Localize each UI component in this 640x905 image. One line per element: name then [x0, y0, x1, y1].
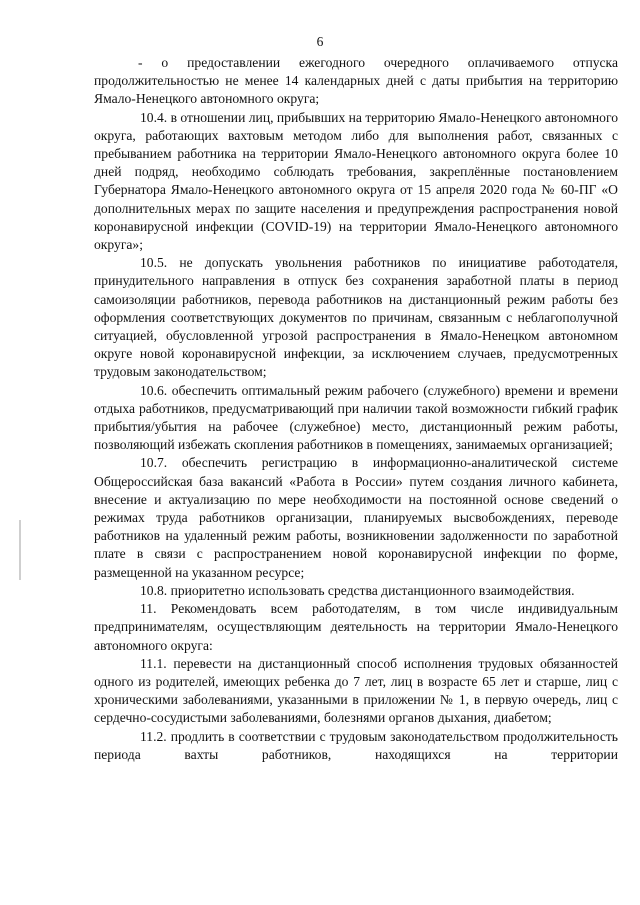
paragraph-11: 11. Рекомендовать всем работодателям, в том числе индивидуальным предпринимателям, осуществляющим деятельность на территории Ямало-Ненецкого автономного округа:: [94, 601, 618, 653]
paragraph-10-5: 10.5. не допускать увольнения работников по инициативе работодателя, принудительного направления в отпуск без сохранения заработной платы в период самоизоляции работников, перевода работников на дистанционный режим работы без оформления соответствующих документов по причинам, связанным с неблагополучной ситуацией, обусловленной угрозой распространения в Ямало-Ненецком автономном округе новой коронавирусной инфекции, за исключением случаев, предусмотренных трудовым законодательством;: [94, 255, 618, 380]
paragraph-vacation-item: - о предоставлении ежегодного очередного оплачиваемого отпуска продолжительностью не менее 14 календарных дней с даты прибытия на территорию Ямало-Ненецкого автономного округа;: [94, 55, 618, 107]
paragraph-10-4: 10.4. в отношении лиц, прибывших на территорию Ямало-Ненецкого автономного округа, работающих вахтовым методом либо для выполнения работ, связанных с пребыванием работника на территории Ямало-Ненецкого автономного округа более 10 дней подряд, необходимо соблюдать требования, закреплённые постановлением Губернатора Ямало-Ненецкого автономного округа от 15 апреля 2020 года № 60-ПГ «О дополнительных мерах по защите населения и предупреждения распространения новой коронавирусной инфекции (COVID-19) на территории Ямало-Ненецкого автономного округа»;: [94, 109, 618, 253]
paragraph-11-2: 11.2. продлить в соответствии с трудовым законодательством продолжительность периода вахты работников, находящихся на территории: [94, 728, 618, 762]
paragraph-10-7: 10.7. обеспечить регистрацию в информационно-аналитической системе Общероссийская база вакансий «Работа в России» путем создания личного кабинета, внесение и актуализацию по мере необходимости на постоянной основе сведений о режимах труда работников организации, планируемых высвобождениях, переводе работников на удаленный режим работы, возникновении задолженности по заработной плате в связи с распространением новой коронавирусной инфекции по форме, размещенной на указанном ресурсе;: [94, 455, 618, 580]
document-body: [94, 54, 618, 764]
page-number: 6: [316, 34, 324, 49]
paragraph-11-1: 11.1. перевести на дистанционный способ исполнения трудовых обязанностей одного из родителей, имеющих ребенка до 7 лет, лиц в возрасте 65 лет и старше, лиц с хроническими заболеваниями, указанными в приложении № 1, в первую очередь, лиц с сердечно-сосудистыми заболеваниями, болезнями органов дыхания, диабетом;: [94, 655, 618, 726]
paragraph-10-8: 10.8. приоритетно использовать средства дистанционного взаимодействия.: [140, 582, 575, 598]
paragraph-10-6: 10.6. обеспечить оптимальный режим рабочего (служебного) времени и времени отдыха работников, предусматривающий при наличии такой возможности гибкий график прибытия/убытия на рабочее (служебное) место, дистанционный режим работы, позволяющий избежать скопления работников в помещениях, занимаемых организацией;: [94, 382, 618, 453]
scan-edge-mark: [19, 520, 21, 580]
